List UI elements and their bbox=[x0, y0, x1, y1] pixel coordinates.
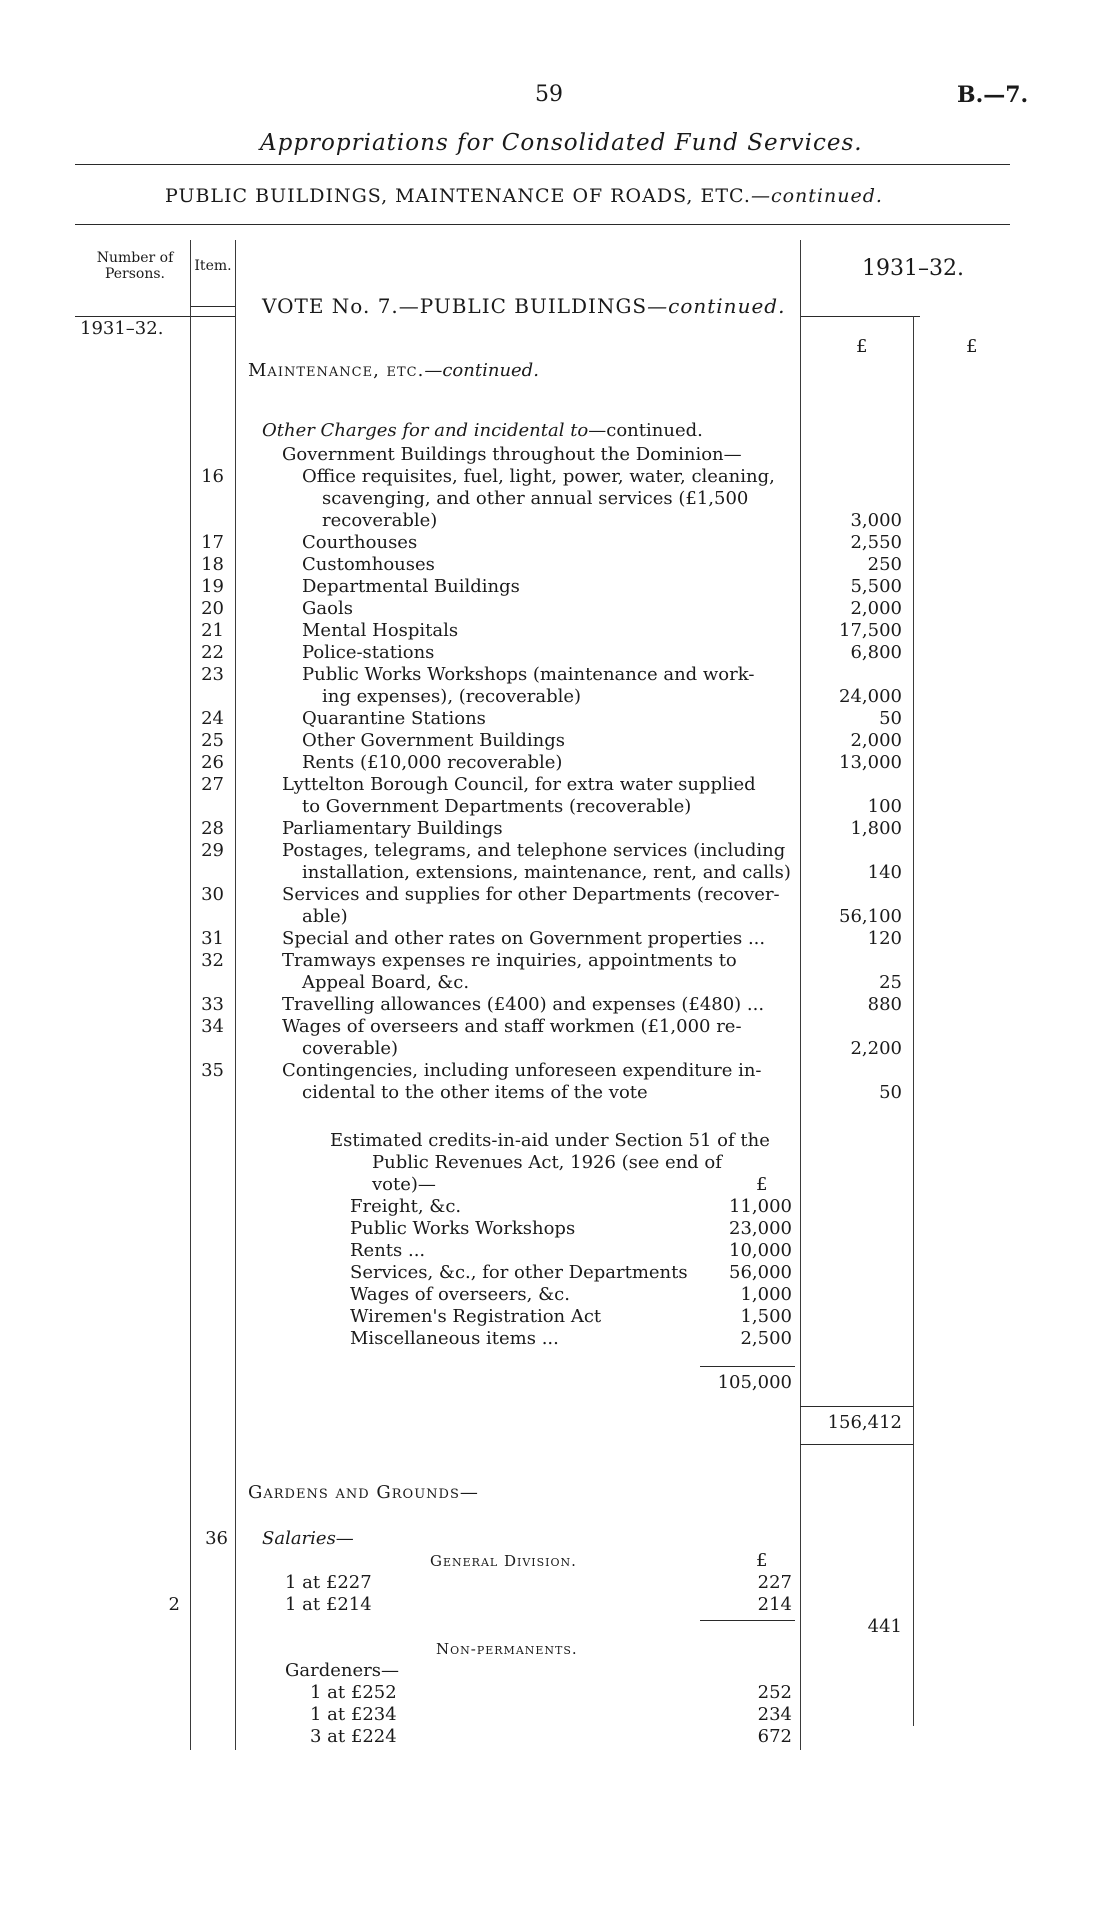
item-description-line: installation, extensions, maintenance, rent, and calls) bbox=[302, 862, 791, 883]
credits-pound-sign: £ bbox=[756, 1174, 768, 1195]
credit-label: Public Works Workshops bbox=[350, 1218, 576, 1239]
credits-total: 105,000 bbox=[717, 1372, 792, 1393]
item-number: 30 bbox=[201, 884, 224, 905]
credits-intro-line-2: Public Revenues Act, 1926 (see end of bbox=[372, 1152, 722, 1173]
persons-header-rule bbox=[75, 316, 235, 317]
item-description-line: Quarantine Stations bbox=[302, 708, 486, 729]
item-description-line: ing expenses), (recoverable) bbox=[322, 686, 582, 707]
item-amount: 3,000 bbox=[850, 510, 902, 531]
credit-amount: 10,000 bbox=[729, 1240, 792, 1261]
subtotal-bottom-rule bbox=[800, 1444, 913, 1445]
gardener-row-label: 1 at £252 bbox=[310, 1682, 397, 1703]
item-amount: 6,800 bbox=[850, 642, 902, 663]
item-amount: 56,100 bbox=[839, 906, 902, 927]
gardener-row-amount: 234 bbox=[757, 1704, 792, 1725]
other-charges-label: Other Charges for and incidental to bbox=[262, 420, 589, 441]
item-number: 16 bbox=[201, 466, 224, 487]
item-number: 33 bbox=[201, 994, 224, 1015]
column-rule-amount-mid bbox=[913, 316, 914, 1726]
item-description-line: Lyttelton Borough Council, for extra water supplied bbox=[282, 774, 756, 795]
item-amount: 100 bbox=[867, 796, 902, 817]
general-division-total: 441 bbox=[867, 1616, 902, 1637]
item-description-line: Special and other rates on Government properties ... bbox=[282, 928, 766, 949]
gardeners-label: Gardeners— bbox=[285, 1660, 399, 1681]
item-number: 23 bbox=[201, 664, 224, 685]
item-number: 28 bbox=[201, 818, 224, 839]
item-column-header: Item. bbox=[194, 258, 232, 274]
credits-intro-line-3: vote)— bbox=[372, 1174, 436, 1195]
item-number: 35 bbox=[201, 1060, 224, 1081]
item-number: 20 bbox=[201, 598, 224, 619]
item-amount: 1,800 bbox=[850, 818, 902, 839]
item-number: 31 bbox=[201, 928, 224, 949]
item-description-line: Services and supplies for other Departments (recover- bbox=[282, 884, 780, 905]
persons-year-label: 1931–32. bbox=[80, 318, 164, 339]
item-description-line: Travelling allowances (£400) and expenses (£480) ... bbox=[282, 994, 765, 1015]
item-header-rule bbox=[190, 306, 235, 307]
vote-continued: —continued. bbox=[647, 294, 786, 318]
salaries-label: Salaries— bbox=[262, 1528, 354, 1549]
subtotal-top-rule bbox=[800, 1406, 913, 1407]
credit-amount: 2,500 bbox=[740, 1328, 792, 1349]
credit-amount: 1,500 bbox=[740, 1306, 792, 1327]
salary-row-label: 1 at £227 bbox=[285, 1572, 372, 1593]
item-amount: 24,000 bbox=[839, 686, 902, 707]
item-description-line: Wages of overseers and staff workmen (£1,000 re- bbox=[282, 1016, 742, 1037]
credit-amount: 23,000 bbox=[729, 1218, 792, 1239]
credits-total-rule bbox=[700, 1366, 795, 1367]
item-description-line: Contingencies, including unforeseen expenditure in- bbox=[282, 1060, 762, 1081]
item-number: 19 bbox=[201, 576, 224, 597]
credit-amount: 56,000 bbox=[729, 1262, 792, 1283]
year-column-header: 1931–32. bbox=[862, 256, 964, 281]
item-amount: 880 bbox=[867, 994, 902, 1015]
credit-label: Services, &c., for other Departments bbox=[350, 1262, 688, 1283]
item-amount: 17,500 bbox=[839, 620, 902, 641]
item-description-line: Tramways expenses re inquiries, appointments to bbox=[282, 950, 737, 971]
subtotal-amount: 156,412 bbox=[827, 1412, 902, 1433]
credit-amount: 11,000 bbox=[729, 1196, 792, 1217]
credit-label: Wages of overseers, &c. bbox=[350, 1284, 570, 1305]
item-amount: 2,000 bbox=[850, 598, 902, 619]
item-description-line: Customhouses bbox=[302, 554, 435, 575]
item-description-line: to Government Departments (recoverable) bbox=[302, 796, 692, 817]
item-number: 29 bbox=[201, 840, 224, 861]
item-amount: 13,000 bbox=[839, 752, 902, 773]
item-description-line: Rents (£10,000 recoverable) bbox=[302, 752, 563, 773]
gardens-item-number: 36 bbox=[205, 1528, 228, 1549]
item-amount: 25 bbox=[879, 972, 902, 993]
item-amount: 120 bbox=[867, 928, 902, 949]
item-amount: 2,550 bbox=[850, 532, 902, 553]
column-rule-item-left bbox=[190, 240, 191, 1750]
gardens-heading: Gardens and Grounds— bbox=[248, 1482, 479, 1503]
item-amount: 50 bbox=[879, 708, 902, 729]
other-charges-continued: —continued. bbox=[588, 420, 703, 441]
general-division-heading: General Division. bbox=[430, 1552, 577, 1570]
item-description-line: Courthouses bbox=[302, 532, 418, 553]
item-description-line: Police-stations bbox=[302, 642, 435, 663]
salary-row-amount: 227 bbox=[757, 1572, 792, 1593]
subtitle-continued: —continued. bbox=[750, 185, 883, 207]
item-description-line: Mental Hospitals bbox=[302, 620, 459, 641]
table-top-rule bbox=[75, 224, 1010, 225]
page-title: Appropriations for Consolidated Fund Services. bbox=[260, 130, 863, 156]
pound-sign-col1: £ bbox=[856, 336, 868, 357]
vote-title: VOTE No. 7.—PUBLIC BUILDINGS bbox=[262, 294, 648, 318]
maintenance-label: Maintenance, etc. bbox=[248, 360, 425, 381]
gardener-row-label: 1 at £234 bbox=[310, 1704, 397, 1725]
item-amount: 2,200 bbox=[850, 1038, 902, 1059]
item-number: 17 bbox=[201, 532, 224, 553]
item-number: 26 bbox=[201, 752, 224, 773]
item-description-line: cidental to the other items of the vote bbox=[302, 1082, 648, 1103]
vote-heading bbox=[262, 294, 785, 318]
item-description-line: Gaols bbox=[302, 598, 353, 619]
page-number: 59 bbox=[535, 82, 563, 107]
item-description-line: Public Works Workshops (maintenance and work- bbox=[302, 664, 755, 685]
maintenance-heading bbox=[248, 360, 539, 382]
item-description-line: Other Government Buildings bbox=[302, 730, 566, 751]
item-number: 25 bbox=[201, 730, 224, 751]
non-permanents-heading: Non-permanents. bbox=[436, 1640, 578, 1658]
gardens-persons-count: 2 bbox=[168, 1594, 180, 1615]
item-number: 34 bbox=[201, 1016, 224, 1037]
gardener-row-amount: 252 bbox=[757, 1682, 792, 1703]
year-header-rule bbox=[800, 316, 920, 317]
item-description-line: scavenging, and other annual services (£1,500 bbox=[322, 488, 749, 509]
item-number: 21 bbox=[201, 620, 224, 641]
item-amount: 250 bbox=[867, 554, 902, 575]
maintenance-continued: —continued. bbox=[424, 360, 539, 381]
credit-label: Freight, &c. bbox=[350, 1196, 462, 1217]
item-description-line: Postages, telegrams, and telephone services (including bbox=[282, 840, 786, 861]
salary-row-label: 1 at £214 bbox=[285, 1594, 372, 1615]
gardens-pound-sign: £ bbox=[756, 1550, 768, 1571]
item-number: 22 bbox=[201, 642, 224, 663]
credit-label: Rents ... bbox=[350, 1240, 426, 1261]
item-description-line: able) bbox=[302, 906, 348, 927]
other-charges-heading bbox=[262, 420, 703, 442]
item-description-line: Appeal Board, &c. bbox=[302, 972, 470, 993]
item-amount: 5,500 bbox=[850, 576, 902, 597]
subtitle-main: PUBLIC BUILDINGS, MAINTENANCE OF ROADS, ETC. bbox=[165, 185, 751, 207]
item-description-line: recoverable) bbox=[322, 510, 438, 531]
credit-label: Miscellaneous items ... bbox=[350, 1328, 559, 1349]
credits-intro-line-1: Estimated credits-in-aid under Section 51 of the bbox=[330, 1130, 770, 1151]
government-buildings-heading: Government Buildings throughout the Dominion— bbox=[282, 444, 742, 465]
credit-amount: 1,000 bbox=[740, 1284, 792, 1305]
item-description-line: coverable) bbox=[302, 1038, 399, 1059]
credit-label: Wiremen's Registration Act bbox=[350, 1306, 602, 1327]
document-reference: B.—7. bbox=[957, 82, 1029, 108]
item-amount: 50 bbox=[879, 1082, 902, 1103]
salary-row-amount: 214 bbox=[757, 1594, 792, 1615]
item-description-line: Office requisites, fuel, light, power, water, cleaning, bbox=[302, 466, 775, 487]
item-number: 32 bbox=[201, 950, 224, 971]
page-subtitle bbox=[165, 185, 883, 207]
item-amount: 140 bbox=[867, 862, 902, 883]
item-number: 27 bbox=[201, 774, 224, 795]
item-description-line: Parliamentary Buildings bbox=[282, 818, 503, 839]
persons-column-header: Number of Persons. bbox=[96, 250, 174, 282]
title-rule bbox=[75, 164, 1010, 165]
item-number: 18 bbox=[201, 554, 224, 575]
item-amount: 2,000 bbox=[850, 730, 902, 751]
general-division-rule bbox=[700, 1620, 795, 1621]
gardener-row-label: 3 at £224 bbox=[310, 1726, 397, 1747]
gardener-row-amount: 672 bbox=[757, 1726, 792, 1747]
item-description-line: Departmental Buildings bbox=[302, 576, 520, 597]
pound-sign-col2: £ bbox=[966, 336, 978, 357]
column-rule-item-right bbox=[235, 240, 236, 1750]
item-number: 24 bbox=[201, 708, 224, 729]
